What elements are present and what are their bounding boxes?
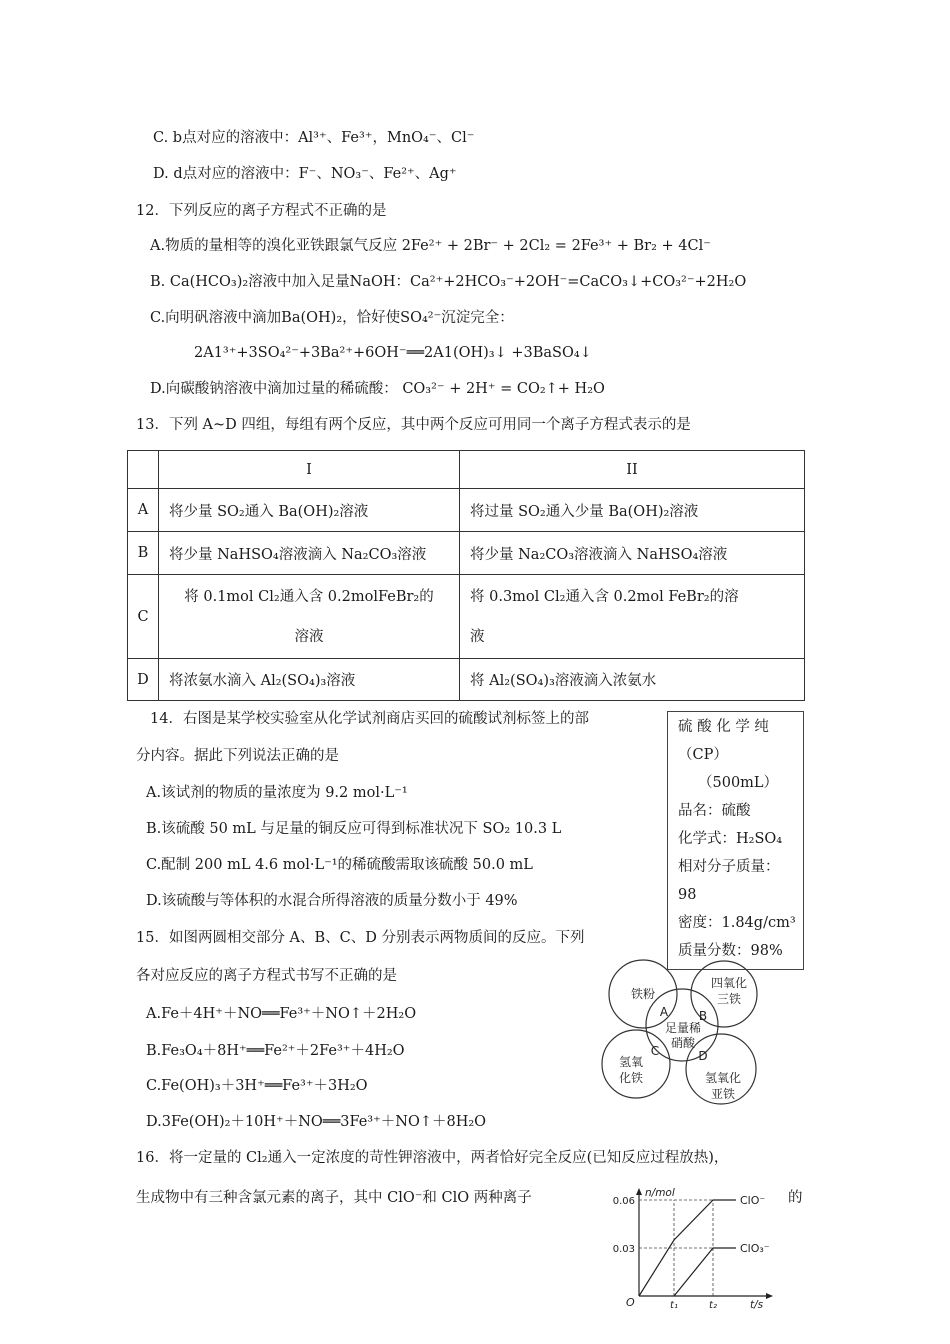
y-tick-label: 0.06 bbox=[612, 1196, 635, 1207]
x-axis-label: t/s bbox=[750, 1299, 764, 1310]
q15-option-c: C.Fe(OH)₃＋3H⁺══Fe³⁺＋3H₂O bbox=[146, 1078, 368, 1094]
cell-ii: 将过量 SO₂通入少量 Ba(OH)₂溶液 bbox=[460, 489, 805, 532]
row-key: C bbox=[128, 575, 159, 659]
series-line bbox=[674, 1248, 736, 1296]
y-axis-label: n/mol bbox=[645, 1187, 675, 1199]
label-feoh2-l1: 氢氧化 bbox=[704, 1071, 742, 1085]
table-header-cell bbox=[128, 451, 159, 489]
q16-stem-line1: 16．将一定量的 Cl₂通入一定浓度的苛性钾溶液中，两者恰好完全反应(已知反应过程放热)， bbox=[136, 1150, 729, 1166]
x-tick-label: t₂ bbox=[709, 1300, 717, 1310]
q13-stem: 13．下列 A~D 四组，每组有两个反应，其中两个反应可用同一个离子方程式表示的是 bbox=[136, 417, 691, 433]
table-header-row bbox=[128, 451, 805, 489]
label-fe3o4-l2: 三铁 bbox=[716, 992, 742, 1006]
y-tick-label: 0.03 bbox=[612, 1244, 635, 1255]
origin-label: O bbox=[626, 1296, 635, 1309]
row-key: A bbox=[128, 489, 159, 532]
label-acid-l2: 硝酸 bbox=[670, 1036, 696, 1050]
table-row bbox=[128, 532, 805, 575]
label-line: 品名：硫酸 bbox=[678, 803, 751, 819]
q15-option-a: A.Fe＋4H⁺＋NO══Fe³⁺＋NO↑＋2H₂O bbox=[146, 1006, 417, 1022]
q14-stem-line2: 分内容。据此下列说法正确的是 bbox=[136, 748, 339, 764]
intersection-a: A bbox=[659, 1005, 669, 1019]
q14-option-a: A.该试剂的物质的量浓度为 9.2 mol·L⁻¹ bbox=[146, 785, 408, 801]
table-header-cell: I bbox=[159, 451, 460, 489]
label-line: 98 bbox=[678, 887, 697, 903]
label-fe3o4-l1: 四氧化 bbox=[710, 976, 748, 990]
series-label: ClO⁻ bbox=[740, 1194, 766, 1207]
cell-i: 将浓氨水滴入 Al₂(SO₄)₃溶液 bbox=[159, 659, 460, 701]
cell-i-line: 溶液 bbox=[294, 628, 324, 645]
q16-stem-line2: 生成物中有三种含氯元素的离子，其中 ClO⁻和 ClO 两种离子 bbox=[136, 1190, 532, 1206]
label-feoh3-l1: 氢氧 bbox=[618, 1055, 644, 1069]
intersection-b: B bbox=[698, 1009, 708, 1023]
q14-stem-line1: 14．右图是某学校实验室从化学试剂商店买回的硫酸试剂标签上的部 bbox=[150, 711, 589, 727]
q11-option-c: C. b点对应的溶液中：Al³⁺、Fe³⁺，MnO₄⁻、Cl⁻ bbox=[153, 130, 475, 146]
q11-option-d: D. d点对应的溶液中：F⁻、NO₃⁻、Fe²⁺、Ag⁺ bbox=[153, 166, 457, 182]
cell-ii: 将少量 Na₂CO₃溶液滴入 NaHSO₄溶液 bbox=[460, 532, 805, 575]
q15-option-d: D.3Fe(OH)₂＋10H⁺＋NO══3Fe³⁺＋NO↑＋8H₂O bbox=[146, 1114, 487, 1130]
q15-option-b: B.Fe₃O₄＋8H⁺══Fe²⁺＋2Fe³⁺＋4H₂O bbox=[146, 1043, 405, 1059]
cell-ii bbox=[460, 575, 805, 659]
label-line: 硫 酸 化 学 纯 bbox=[678, 719, 769, 735]
label-line: 质量分数：98% bbox=[678, 943, 783, 959]
q12-option-c: C.向明矾溶液中滴加Ba(OH)₂，恰好使SO₄²⁻沉淀完全： bbox=[150, 310, 514, 326]
q15-stem-line1: 15．如图两圆相交部分 A、B、C、D 分别表示两物质间的反应。下列 bbox=[136, 930, 585, 946]
label-line: 密度：1.84g/cm³ bbox=[678, 915, 796, 931]
cell-i-line: 将 0.1mol Cl₂通入含 0.2molFeBr₂的 bbox=[184, 588, 434, 605]
table-row bbox=[128, 489, 805, 532]
q14-option-c: C.配制 200 mL 4.6 mol·L⁻¹的稀硫酸需取该硫酸 50.0 mL bbox=[146, 857, 533, 873]
q15-stem-line2: 各对应反应的离子方程式书写不正确的是 bbox=[136, 968, 397, 984]
table-header-cell: II bbox=[460, 451, 805, 489]
q12-option-c-equation: 2A1³⁺+3SO₄²⁻+3Ba²⁺+6OH⁻══2A1(OH)₃↓ +3BaSO₄↓ bbox=[194, 345, 592, 361]
cell-i: 将少量 NaHSO₄溶液滴入 Na₂CO₃溶液 bbox=[159, 532, 460, 575]
cell-ii-line: 将 0.3mol Cl₂通入含 0.2mol FeBr₂的溶 bbox=[470, 588, 739, 605]
cell-i: 将少量 SO₂通入 Ba(OH)₂溶液 bbox=[159, 489, 460, 532]
table-row bbox=[128, 575, 805, 659]
cell-ii: 将 Al₂(SO₄)₃溶液滴入浓氨水 bbox=[460, 659, 805, 701]
label-iron: 铁粉 bbox=[630, 987, 656, 1001]
q12-option-b: B. Ca(HCO₃)₂溶液中加入足量NaOH：Ca²⁺+2HCO₃⁻+2OH⁻=CaCO₃↓+CO₃²⁻+2H₂O bbox=[150, 274, 747, 290]
circles-diagram bbox=[596, 952, 766, 1112]
chart-mol-vs-time bbox=[606, 1186, 776, 1310]
label-line: （500mL） bbox=[698, 775, 779, 791]
intersection-d: D bbox=[698, 1049, 708, 1063]
q14-option-b: B.该硫酸 50 mL 与足量的铜反应可得到标准状况下 SO₂ 10.3 L bbox=[146, 821, 562, 837]
cell-i bbox=[159, 575, 460, 659]
label-feoh2-l2: 亚铁 bbox=[710, 1087, 736, 1101]
label-line: 相对分子质量： bbox=[678, 859, 780, 875]
label-line: （CP） bbox=[678, 747, 728, 763]
q14-option-d: D.该硫酸与等体积的水混合所得溶液的质量分数小于 49% bbox=[146, 893, 518, 909]
q13-table bbox=[127, 450, 805, 701]
row-key: B bbox=[128, 532, 159, 575]
series-label: ClO₃⁻ bbox=[740, 1242, 770, 1255]
q12-stem: 12．下列反应的离子方程式不正确的是 bbox=[136, 203, 387, 219]
label-line: 化学式：H₂SO₄ bbox=[678, 831, 783, 847]
label-acid-l1: 足量稀 bbox=[664, 1021, 702, 1035]
y-axis-arrow bbox=[636, 1188, 642, 1195]
q16-stem-line2-end: 的 bbox=[788, 1190, 803, 1206]
x-tick-label: t₁ bbox=[670, 1300, 678, 1310]
row-key: D bbox=[128, 659, 159, 701]
x-axis-arrow bbox=[766, 1293, 773, 1299]
intersection-c: C bbox=[650, 1044, 660, 1058]
q12-option-d: D.向碳酸钠溶液中滴加过量的稀硫酸： CO₃²⁻ + 2H⁺ = CO₂↑+ H₂O bbox=[150, 381, 605, 397]
table-row bbox=[128, 659, 805, 701]
label-feoh3-l2: 化铁 bbox=[618, 1071, 644, 1085]
reagent-label bbox=[667, 711, 804, 970]
q12-option-a: A.物质的量相等的溴化亚铁跟氯气反应 2Fe²⁺ + 2Br⁻ + 2Cl₂ = 2Fe³⁺ + Br₂ + 4Cl⁻ bbox=[150, 238, 711, 254]
cell-ii-line: 液 bbox=[470, 628, 485, 645]
